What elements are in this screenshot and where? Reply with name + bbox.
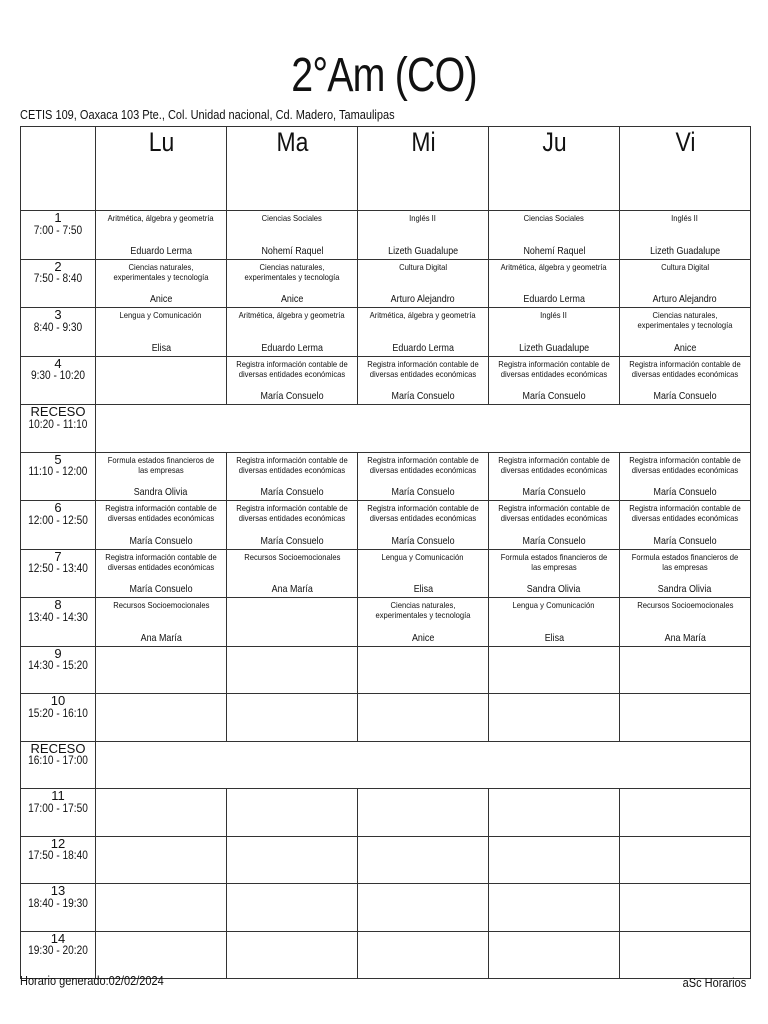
period-label-cell <box>21 931 96 979</box>
class-slot <box>96 598 227 647</box>
period-label-cell <box>21 308 96 357</box>
class-slot <box>96 356 227 405</box>
class-entry <box>620 260 750 308</box>
subject-name: Aritmética, álgebra y geometría <box>107 213 215 223</box>
period-time: 12:50 - 13:40 <box>28 563 88 576</box>
receso-label: RECESO <box>30 741 86 756</box>
class-entry <box>227 211 357 259</box>
subject-name: Registra información contable de diversas entidades económicas <box>629 358 741 379</box>
class-slot <box>620 789 751 837</box>
teacher-name: María Consuelo <box>129 534 193 547</box>
receso-label-cell <box>21 405 96 453</box>
subject-name: Formula estados financieros de las empresas <box>631 551 739 572</box>
subject-name: Inglés II <box>540 310 568 320</box>
subject-name: Registra información contable de diversas entidades económicas <box>367 503 479 524</box>
class-slot <box>620 646 751 694</box>
class-slot <box>227 356 358 405</box>
class-entry <box>96 550 226 598</box>
teacher-name: María Consuelo <box>522 486 586 498</box>
day-header: Mi <box>367 127 478 211</box>
subject-name: Registra información contable de diversas entidades económicas <box>367 454 479 475</box>
class-entry <box>489 501 619 549</box>
class-slot <box>489 694 620 742</box>
teacher-name: Elisa <box>413 583 433 595</box>
period-time: 19:30 - 20:20 <box>28 945 88 958</box>
teacher-name: María Consuelo <box>522 390 586 402</box>
day-header: Ju <box>498 127 609 211</box>
class-slot <box>358 549 489 598</box>
teacher-name: Anice <box>149 293 173 305</box>
class-slot <box>227 646 358 694</box>
class-entry <box>489 211 619 259</box>
class-slot <box>489 598 620 647</box>
period-time: 13:40 - 14:30 <box>28 611 88 624</box>
class-slot <box>489 501 620 550</box>
class-slot <box>358 694 489 742</box>
class-slot <box>489 356 620 405</box>
class-slot <box>96 646 227 694</box>
teacher-name: María Consuelo <box>391 390 455 402</box>
class-slot <box>489 452 620 501</box>
period-number: 1 <box>54 210 62 225</box>
period-time: 7:50 - 8:40 <box>33 273 83 286</box>
subject-name: Registra información contable de diversas entidades económicas <box>236 358 348 379</box>
brand-label: aSc Horarios <box>682 976 746 990</box>
teacher-name: Ana María <box>140 631 182 644</box>
receso-span-cell <box>96 405 751 453</box>
class-slot <box>96 308 227 357</box>
class-slot <box>96 884 227 932</box>
class-entry <box>227 550 357 598</box>
class-slot <box>96 836 227 884</box>
class-entry <box>96 453 226 501</box>
subject-name: Formula estados financieros de las empresas <box>107 454 215 475</box>
subject-name: Registra información contable de diversas entidades económicas <box>236 454 348 475</box>
teacher-name: Lizeth Guadalupe <box>650 244 720 257</box>
class-slot <box>358 356 489 405</box>
period-row <box>21 452 751 501</box>
class-slot <box>620 549 751 598</box>
class-slot <box>358 501 489 550</box>
class-slot <box>358 931 489 979</box>
class-entry <box>489 598 619 646</box>
teacher-name: María Consuelo <box>653 534 717 547</box>
class-entry <box>96 598 226 646</box>
teacher-name: Lizeth Guadalupe <box>519 341 589 354</box>
class-slot <box>358 259 489 308</box>
schedule-body <box>21 211 751 979</box>
period-row <box>21 884 751 932</box>
period-time: 17:50 - 18:40 <box>28 850 88 863</box>
class-slot <box>620 931 751 979</box>
period-label-cell <box>21 259 96 308</box>
subject-name: Inglés II <box>671 213 699 223</box>
subject-name: Recursos Socioemocionales <box>112 600 210 610</box>
class-slot <box>227 501 358 550</box>
class-slot <box>489 836 620 884</box>
teacher-name: Elisa <box>151 341 171 354</box>
teacher-name: Anice <box>411 631 435 644</box>
class-slot <box>489 211 620 260</box>
period-time: 9:30 - 10:20 <box>30 370 86 383</box>
subject-name: Ciencias naturales, experimentales y tecnología <box>375 600 471 621</box>
receso-label-cell <box>21 741 96 789</box>
class-slot <box>227 598 358 647</box>
receso-row <box>21 741 751 789</box>
class-entry <box>620 308 750 356</box>
class-slot <box>489 549 620 598</box>
subject-name: Registra información contable de diversas entidades económicas <box>629 454 741 475</box>
period-label-cell <box>21 549 96 598</box>
class-slot <box>227 884 358 932</box>
period-label-cell <box>21 501 96 550</box>
page-title: 2°Am (CO) <box>291 49 477 102</box>
class-slot <box>489 931 620 979</box>
subject-name: Recursos Socioemocionales <box>243 551 341 562</box>
subject-name: Registra información contable de diversas entidades económicas <box>105 551 217 572</box>
class-slot <box>358 211 489 260</box>
teacher-name: Lizeth Guadalupe <box>388 244 458 257</box>
teacher-name: Sandra Olivia <box>134 486 188 498</box>
period-number: 11 <box>51 788 65 803</box>
subject-name: Cultura Digital <box>399 261 447 272</box>
class-slot <box>227 259 358 308</box>
class-slot <box>227 836 358 884</box>
teacher-name: Nohemí Raquel <box>260 244 324 257</box>
subject-name: Registra información contable de diversas entidades económicas <box>498 503 610 524</box>
period-number: 5 <box>54 452 62 467</box>
class-entry <box>620 598 750 646</box>
period-label-cell <box>21 836 96 884</box>
subject-name: Registra información contable de diversas entidades económicas <box>498 454 610 475</box>
teacher-name: Nohemí Raquel <box>522 244 586 257</box>
class-slot <box>489 646 620 694</box>
period-number: 3 <box>54 307 62 322</box>
period-row <box>21 356 751 405</box>
class-slot <box>620 259 751 308</box>
class-slot <box>227 694 358 742</box>
period-label-cell <box>21 694 96 742</box>
class-slot <box>96 789 227 837</box>
subject-name: Aritmética, álgebra y geometría <box>369 310 477 320</box>
subject-name: Ciencias naturales, experimentales y tecnología <box>637 310 733 331</box>
subject-name: Lengua y Comunicación <box>382 551 464 562</box>
class-slot <box>227 549 358 598</box>
class-slot <box>358 308 489 357</box>
class-entry <box>489 550 619 598</box>
class-entry <box>489 260 619 308</box>
class-entry <box>620 357 750 405</box>
period-time: 17:00 - 17:50 <box>28 802 88 815</box>
class-slot <box>620 694 751 742</box>
day-header: Vi <box>629 127 740 211</box>
class-slot <box>227 789 358 837</box>
period-row <box>21 211 751 260</box>
teacher-name: María Consuelo <box>391 486 455 498</box>
period-row <box>21 549 751 598</box>
class-entry <box>358 550 488 598</box>
period-time: 8:40 - 9:30 <box>33 321 83 334</box>
period-label-cell <box>21 884 96 932</box>
class-entry <box>620 453 750 501</box>
generated-date: Horario generado:02/02/2024 <box>20 974 164 988</box>
class-slot <box>96 931 227 979</box>
period-time: 14:30 - 15:20 <box>28 660 88 673</box>
class-slot <box>620 211 751 260</box>
teacher-name: Sandra Olivia <box>527 583 581 595</box>
period-number: 4 <box>54 356 62 371</box>
subject-name: Recursos Socioemocionales <box>636 600 734 610</box>
class-slot <box>620 501 751 550</box>
period-label-cell <box>21 452 96 501</box>
class-entry <box>358 598 488 646</box>
period-row <box>21 931 751 979</box>
class-slot <box>620 836 751 884</box>
teacher-name: María Consuelo <box>391 534 455 547</box>
class-slot <box>96 259 227 308</box>
teacher-name: Eduardo Lerma <box>392 341 454 354</box>
class-slot <box>358 598 489 647</box>
period-time: 12:00 - 12:50 <box>28 514 88 527</box>
class-slot <box>620 452 751 501</box>
period-label-cell <box>21 646 96 694</box>
period-number: 8 <box>54 597 62 612</box>
class-entry <box>620 550 750 598</box>
class-entry <box>489 453 619 501</box>
class-entry <box>358 453 488 501</box>
class-slot <box>620 598 751 647</box>
class-slot <box>96 549 227 598</box>
teacher-name: Elisa <box>544 631 564 644</box>
class-entry <box>96 211 226 259</box>
class-entry <box>96 260 226 308</box>
class-slot <box>96 452 227 501</box>
receso-time: 10:20 - 11:10 <box>28 418 88 431</box>
class-slot <box>358 452 489 501</box>
teacher-name: María Consuelo <box>260 390 324 402</box>
corner-cell <box>21 127 96 211</box>
period-row <box>21 308 751 357</box>
teacher-name: Eduardo Lerma <box>261 341 323 354</box>
school-address: CETIS 109, Oaxaca 103 Pte., Col. Unidad nacional, Cd. Madero, Tamaulipas <box>20 108 395 122</box>
receso-span-cell <box>96 741 751 789</box>
class-entry <box>227 357 357 405</box>
class-entry <box>96 308 226 356</box>
teacher-name: María Consuelo <box>653 486 717 498</box>
subject-name: Inglés II <box>409 213 437 223</box>
class-entry <box>227 453 357 501</box>
class-slot <box>489 789 620 837</box>
teacher-name: Arturo Alejandro <box>652 293 717 305</box>
teacher-name: Ana María <box>271 583 313 595</box>
class-slot <box>227 211 358 260</box>
subject-name: Ciencias Sociales <box>261 213 323 223</box>
class-slot <box>96 211 227 260</box>
class-slot <box>620 884 751 932</box>
class-entry <box>489 308 619 356</box>
class-slot <box>489 884 620 932</box>
class-entry <box>358 357 488 405</box>
period-row <box>21 501 751 550</box>
period-time: 11:10 - 12:00 <box>28 466 88 479</box>
period-number: 7 <box>54 549 62 564</box>
class-slot <box>96 694 227 742</box>
class-slot <box>358 836 489 884</box>
teacher-name: María Consuelo <box>653 390 717 402</box>
receso-label: RECESO <box>30 404 86 419</box>
class-entry <box>489 357 619 405</box>
day-header: Ma <box>236 127 347 211</box>
class-slot <box>96 501 227 550</box>
period-number: 6 <box>54 500 62 515</box>
class-entry <box>227 308 357 356</box>
class-entry <box>96 501 226 549</box>
receso-time: 16:10 - 17:00 <box>28 755 88 768</box>
class-slot <box>227 931 358 979</box>
teacher-name: Ana María <box>664 631 706 644</box>
subject-name: Registra información contable de diversas entidades económicas <box>498 358 610 379</box>
class-entry <box>358 211 488 259</box>
period-row <box>21 789 751 837</box>
teacher-name: Anice <box>280 293 304 305</box>
period-label-cell <box>21 789 96 837</box>
period-time: 7:00 - 7:50 <box>33 224 83 237</box>
period-row <box>21 646 751 694</box>
period-label-cell <box>21 211 96 260</box>
teacher-name: María Consuelo <box>129 583 193 595</box>
class-slot <box>489 308 620 357</box>
period-number: 2 <box>54 259 62 274</box>
header-row <box>21 127 751 211</box>
teacher-name: María Consuelo <box>260 486 324 498</box>
teacher-name: Eduardo Lerma <box>523 293 585 305</box>
period-number: 10 <box>50 693 66 708</box>
subject-name: Registra información contable de diversas entidades económicas <box>236 503 348 524</box>
subject-name: Formula estados financieros de las empresas <box>500 551 608 572</box>
class-entry <box>358 308 488 356</box>
class-slot <box>620 308 751 357</box>
class-slot <box>489 259 620 308</box>
day-header: Lu <box>105 127 216 211</box>
period-row <box>21 598 751 647</box>
class-entry <box>620 211 750 259</box>
class-slot <box>227 452 358 501</box>
class-entry <box>227 260 357 308</box>
subject-name: Registra información contable de diversas entidades económicas <box>105 503 217 524</box>
period-row <box>21 694 751 742</box>
period-time: 18:40 - 19:30 <box>28 897 88 910</box>
subject-name: Ciencias Sociales <box>523 213 585 223</box>
period-label-cell <box>21 356 96 405</box>
subject-name: Lengua y Comunicación <box>513 600 595 610</box>
period-number: 9 <box>54 646 62 661</box>
class-entry <box>620 501 750 549</box>
subject-name: Aritmética, álgebra y geometría <box>500 261 608 272</box>
subject-name: Cultura Digital <box>661 261 709 272</box>
teacher-name: Arturo Alejandro <box>390 293 455 305</box>
period-number: 12 <box>50 836 66 851</box>
subject-name: Registra información contable de diversas entidades económicas <box>629 503 741 524</box>
receso-row <box>21 405 751 453</box>
subject-name: Ciencias naturales, experimentales y tecnología <box>244 261 340 282</box>
teacher-name: María Consuelo <box>522 534 586 547</box>
class-slot <box>620 356 751 405</box>
period-number: 13 <box>50 883 66 898</box>
period-number: 14 <box>50 931 66 946</box>
period-label-cell <box>21 598 96 647</box>
class-slot <box>358 884 489 932</box>
class-entry <box>227 501 357 549</box>
period-row <box>21 259 751 308</box>
period-row <box>21 836 751 884</box>
subject-name: Lengua y Comunicación <box>120 310 202 320</box>
class-slot <box>358 789 489 837</box>
class-entry <box>358 260 488 308</box>
class-slot <box>358 646 489 694</box>
teacher-name: Eduardo Lerma <box>130 244 192 257</box>
teacher-name: Sandra Olivia <box>658 583 712 595</box>
teacher-name: Anice <box>673 341 697 354</box>
schedule-table <box>20 126 751 979</box>
period-time: 15:20 - 16:10 <box>28 707 88 720</box>
class-entry <box>358 501 488 549</box>
class-slot <box>227 308 358 357</box>
subject-name: Registra información contable de diversas entidades económicas <box>367 358 479 379</box>
subject-name: Ciencias naturales, experimentales y tecnología <box>113 261 209 282</box>
teacher-name: María Consuelo <box>260 534 324 547</box>
subject-name: Aritmética, álgebra y geometría <box>238 310 346 320</box>
